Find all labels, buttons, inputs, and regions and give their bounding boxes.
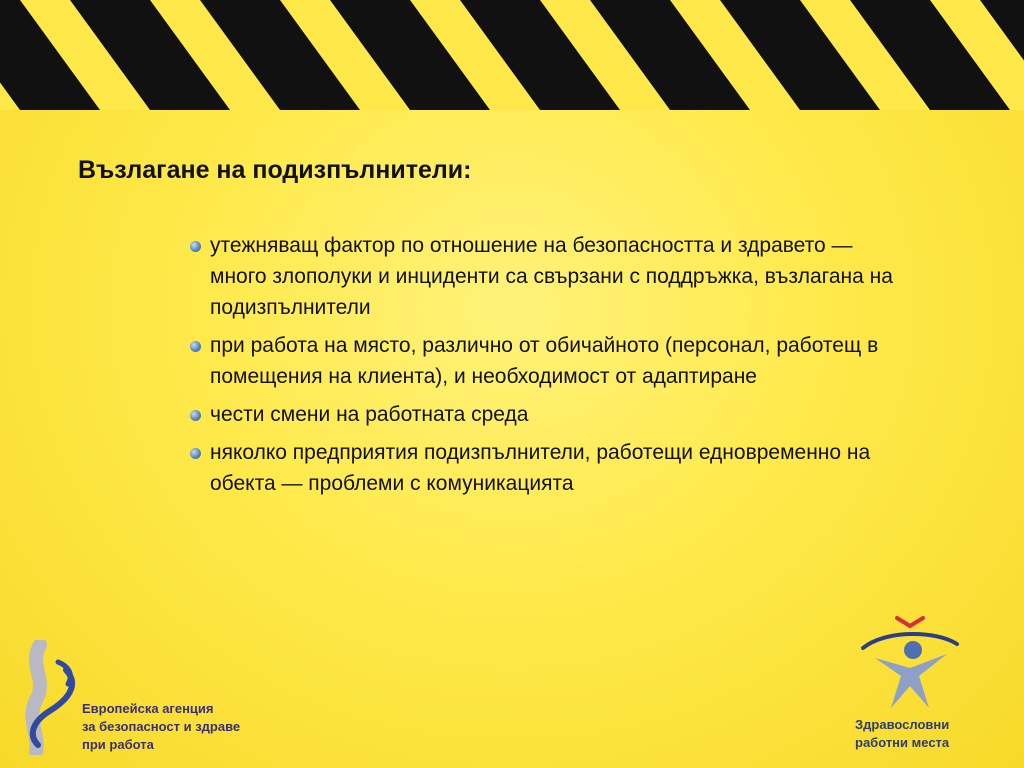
bullet-list (190, 230, 910, 506)
bullet-text: утежняващ фактор по отношение на безопасността и здравето — много злополуки и инциденти са свързани с поддръжка, възлагана на подизпълнители (210, 234, 893, 319)
eu-agency-logo (82, 700, 240, 754)
campaign-line: Здравословни (855, 717, 950, 732)
agency-line: Европейска агенция (82, 701, 214, 716)
bullet-item (190, 330, 910, 392)
slide-title: Възлагане на подизпълнители: (78, 156, 472, 184)
bullet-text: чести смени на работната среда (210, 403, 529, 426)
agency-line: за безопасност и здраве (82, 719, 241, 734)
agency-line: при работа (82, 737, 154, 752)
bullet-dot-icon (190, 410, 201, 421)
campaign-line: работни места (855, 735, 950, 750)
hazard-stripes-icon (0, 0, 1024, 110)
bullet-dot-icon (190, 241, 201, 252)
bullet-text: няколко предприятия подизпълнители, работещи едновременно на обекта — проблеми с комуникацията (210, 441, 871, 495)
bullet-item (190, 437, 910, 499)
bullet-item (190, 230, 910, 323)
bullet-text: при работа на място, различно от обичайното (персонал, работещ в помещения на клиента), и необходимост от адаптиране (210, 334, 879, 388)
bullet-dot-icon (190, 448, 201, 459)
healthy-workplaces-logo-icon (855, 610, 965, 720)
bullet-item (190, 399, 910, 430)
bullet-dot-icon (190, 341, 201, 352)
healthy-workplaces-logo (855, 716, 965, 752)
